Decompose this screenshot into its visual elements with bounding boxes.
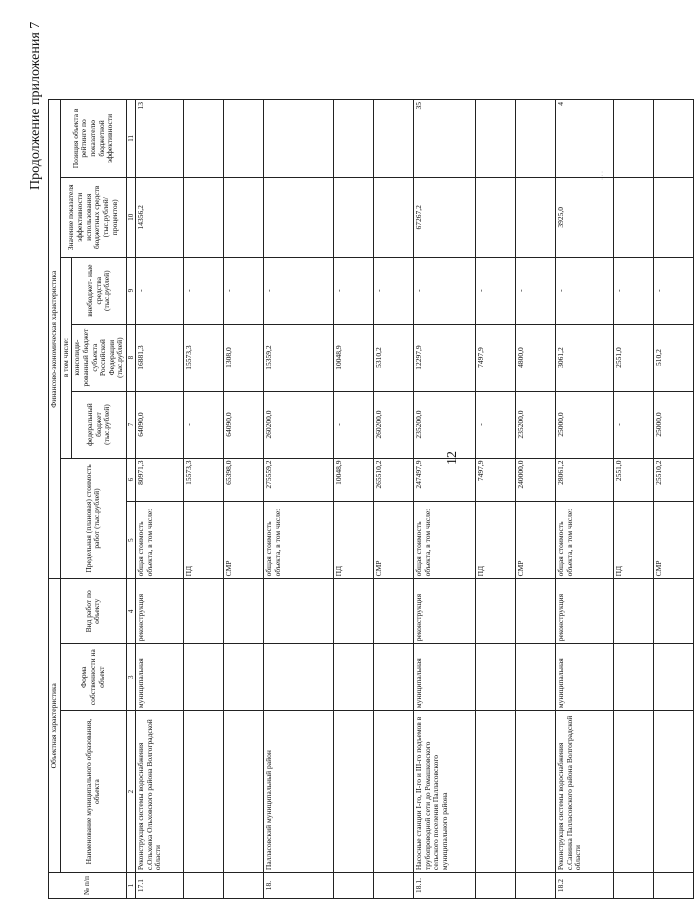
ownership-cell	[224, 644, 264, 711]
col-number: 11	[127, 100, 136, 178]
header-consolidated: консолиди- рованный бюджет субъекта Российской Федерации (тыс.рублей)	[72, 324, 127, 391]
table-row	[334, 100, 374, 899]
cost-label: ПД	[184, 501, 224, 579]
ownership-cell	[184, 644, 224, 711]
federal-budget-value: 235200,0	[516, 391, 556, 458]
header-finance-group: Финансово-экономическая характеристика	[49, 100, 61, 579]
ownership-cell: муниципальная	[414, 644, 476, 711]
cost-label: ПД	[476, 501, 516, 579]
max-cost-value: 15573,3	[184, 458, 224, 501]
rank-value	[516, 100, 556, 178]
cost-label: СМР	[374, 501, 414, 579]
object-name	[224, 711, 264, 873]
efficiency-value	[264, 177, 334, 257]
investment-table	[48, 99, 694, 899]
header-work-type: Вид работ по объекту	[60, 579, 126, 644]
federal-budget-value: 25000,0	[556, 391, 614, 458]
row-number	[476, 873, 516, 899]
row-number: 18.	[264, 873, 334, 899]
rank-value	[654, 100, 694, 178]
col-number: 1	[127, 873, 136, 899]
rank-value	[334, 100, 374, 178]
extra-budget-value: -	[556, 257, 614, 324]
efficiency-value	[476, 177, 516, 257]
consolidated-budget-value: 15359,2	[264, 324, 334, 391]
rank-value	[614, 100, 654, 178]
rank-value: 35	[414, 100, 476, 178]
federal-budget-value: 25000,0	[654, 391, 694, 458]
federal-budget-value: 260200,0	[374, 391, 414, 458]
header-max-cost: Предельная (плановая) стоимость работ (тыс.рублей)	[60, 458, 126, 579]
col-number: 9	[127, 257, 136, 324]
work-type-cell	[334, 579, 374, 644]
col-number: 4	[127, 579, 136, 644]
efficiency-value	[374, 177, 414, 257]
cost-label: общая стоимость объекта, в том числе:	[136, 501, 184, 579]
max-cost-value: 265510,2	[374, 458, 414, 501]
table-row	[476, 100, 516, 899]
ownership-cell	[516, 644, 556, 711]
ownership-cell	[654, 644, 694, 711]
max-cost-value: 80971,3	[136, 458, 184, 501]
header-extra: внебюджет- ные средства (тыс.рублей)	[72, 257, 127, 324]
header-efficiency: Значение показателя эффективности использования бюджетных средств (тыс.рублей/ процентов)	[60, 177, 126, 257]
extra-budget-value: -	[374, 257, 414, 324]
work-type-cell	[224, 579, 264, 644]
federal-budget-value: 260200,0	[264, 391, 334, 458]
row-number: 17.1	[136, 873, 184, 899]
object-name: Реконструкция системы водоснабжения с.Савинка Палласовского района Волгоградской области	[556, 711, 614, 873]
table-row	[654, 100, 694, 899]
consolidated-budget-value: 7497,9	[476, 324, 516, 391]
work-type-cell: реконструкция	[136, 579, 184, 644]
max-cost-value: 2551,0	[614, 458, 654, 501]
consolidated-budget-value: 3061,2	[556, 324, 614, 391]
cost-label: ПД	[334, 501, 374, 579]
consolidated-budget-value: 12297,9	[414, 324, 476, 391]
efficiency-value: 67267,2	[414, 177, 476, 257]
header-including: в том числе:	[60, 257, 72, 458]
col-number: 8	[127, 324, 136, 391]
efficiency-value	[184, 177, 224, 257]
row-number: 18.1.	[414, 873, 476, 899]
row-number: 18.2	[556, 873, 614, 899]
rank-value	[184, 100, 224, 178]
ownership-cell	[334, 644, 374, 711]
federal-budget-value: -	[476, 391, 516, 458]
header-ownership: Форма собственности на объект	[60, 644, 126, 711]
federal-budget-value: -	[614, 391, 654, 458]
efficiency-value	[654, 177, 694, 257]
scan-artifact: · · ·	[600, 171, 606, 180]
table-row	[374, 100, 414, 899]
ownership-cell: муниципальная	[136, 644, 184, 711]
work-type-cell	[516, 579, 556, 644]
max-cost-value: 25510,2	[654, 458, 694, 501]
consolidated-budget-value: 5310,2	[374, 324, 414, 391]
table-row	[414, 100, 476, 899]
object-name: Насосные станции I-го, II-го и III-го подъемов в трубопроводной сети до Ромашковского сельского поселения Палласовского муниципального района	[414, 711, 476, 873]
efficiency-value	[516, 177, 556, 257]
max-cost-value: 247497,9	[414, 458, 476, 501]
object-name: Реконструкция системы водоснабжения с.Ольховка Ольховского района Волгоградской области	[136, 711, 184, 873]
row-number	[224, 873, 264, 899]
extra-budget-value: -	[476, 257, 516, 324]
work-type-cell	[184, 579, 224, 644]
extra-budget-value: -	[136, 257, 184, 324]
federal-budget-value: 235200,0	[414, 391, 476, 458]
extra-budget-value: -	[414, 257, 476, 324]
cost-label: ПД	[614, 501, 654, 579]
extra-budget-value: -	[654, 257, 694, 324]
ownership-cell: муниципальная	[556, 644, 614, 711]
col-number: 5	[127, 501, 136, 579]
object-name	[654, 711, 694, 873]
page-number: 12	[445, 451, 460, 465]
col-number: 6	[127, 458, 136, 501]
rank-value: 13	[136, 100, 184, 178]
work-type-cell	[614, 579, 654, 644]
extra-budget-value: -	[184, 257, 224, 324]
header-name: Наименование муниципального образования, объекта	[60, 711, 126, 873]
object-name	[614, 711, 654, 873]
rank-value	[374, 100, 414, 178]
ownership-cell	[476, 644, 516, 711]
table-body	[136, 100, 694, 899]
row-number	[374, 873, 414, 899]
table-row	[136, 100, 184, 899]
work-type-cell	[476, 579, 516, 644]
work-type-cell: реконструкция	[556, 579, 614, 644]
extra-budget-value: -	[264, 257, 334, 324]
header-rank: Позиция объекта в рейтинге по показателю бюджетной эффективности	[60, 100, 126, 178]
max-cost-value: 240000,0	[516, 458, 556, 501]
table-row	[184, 100, 224, 899]
appendix-title: Продолжение приложения 7	[28, 21, 43, 190]
table-row	[556, 100, 614, 899]
table-row	[516, 100, 556, 899]
work-type-cell	[264, 579, 334, 644]
ownership-cell	[374, 644, 414, 711]
cost-label: СМР	[654, 501, 694, 579]
cost-label: СМР	[516, 501, 556, 579]
federal-budget-value: 64090,0	[136, 391, 184, 458]
federal-budget-value: -	[334, 391, 374, 458]
extra-budget-value: -	[614, 257, 654, 324]
header-federal: федеральный бюджет (тыс.рублей)	[72, 391, 127, 458]
efficiency-value: 14356,2	[136, 177, 184, 257]
object-name	[516, 711, 556, 873]
row-number	[184, 873, 224, 899]
table-row	[264, 100, 334, 899]
cost-label: общая стоимость объекта, в том числе:	[264, 501, 334, 579]
work-type-cell	[374, 579, 414, 644]
consolidated-budget-value: 4800,0	[516, 324, 556, 391]
max-cost-value: 28061,2	[556, 458, 614, 501]
col-number: 10	[127, 177, 136, 257]
efficiency-value	[334, 177, 374, 257]
cost-label: общая стоимость объекта, в том числе:	[414, 501, 476, 579]
cost-label: общая стоимость объекта, в том числе:	[556, 501, 614, 579]
max-cost-value: 65398,0	[224, 458, 264, 501]
consolidated-budget-value: 510,2	[654, 324, 694, 391]
consolidated-budget-value: 16881,3	[136, 324, 184, 391]
object-name: Палласовский муниципальный район	[264, 711, 334, 873]
col-number: 2	[127, 711, 136, 873]
row-number	[654, 873, 694, 899]
header-num: № п/п	[49, 873, 127, 899]
header-object-group: Объектная характеристика	[49, 579, 61, 873]
max-cost-value: 10048,9	[334, 458, 374, 501]
row-number	[614, 873, 654, 899]
efficiency-value	[614, 177, 654, 257]
rank-value: 4	[556, 100, 614, 178]
max-cost-value: 275559,2	[264, 458, 334, 501]
max-cost-value: 7497,9	[476, 458, 516, 501]
table-row	[224, 100, 264, 899]
extra-budget-value: -	[516, 257, 556, 324]
federal-budget-value: 64090,0	[224, 391, 264, 458]
efficiency-value: 3925,0	[556, 177, 614, 257]
ownership-cell	[264, 644, 334, 711]
object-name	[184, 711, 224, 873]
consolidated-budget-value: 10048,9	[334, 324, 374, 391]
cost-label: СМР	[224, 501, 264, 579]
efficiency-value	[224, 177, 264, 257]
work-type-cell: реконструкция	[414, 579, 476, 644]
col-number: 7	[127, 391, 136, 458]
extra-budget-value: -	[224, 257, 264, 324]
row-number	[334, 873, 374, 899]
object-name	[334, 711, 374, 873]
col-number: 3	[127, 644, 136, 711]
ownership-cell	[614, 644, 654, 711]
object-name	[374, 711, 414, 873]
rank-value	[264, 100, 334, 178]
consolidated-budget-value: 2551,0	[614, 324, 654, 391]
consolidated-budget-value: 15573,3	[184, 324, 224, 391]
rank-value	[224, 100, 264, 178]
object-name	[476, 711, 516, 873]
rank-value	[476, 100, 516, 178]
federal-budget-value: -	[184, 391, 224, 458]
table-row	[614, 100, 654, 899]
row-number	[516, 873, 556, 899]
consolidated-budget-value: 1308,0	[224, 324, 264, 391]
work-type-cell	[654, 579, 694, 644]
column-number-row	[127, 100, 136, 899]
extra-budget-value: -	[334, 257, 374, 324]
